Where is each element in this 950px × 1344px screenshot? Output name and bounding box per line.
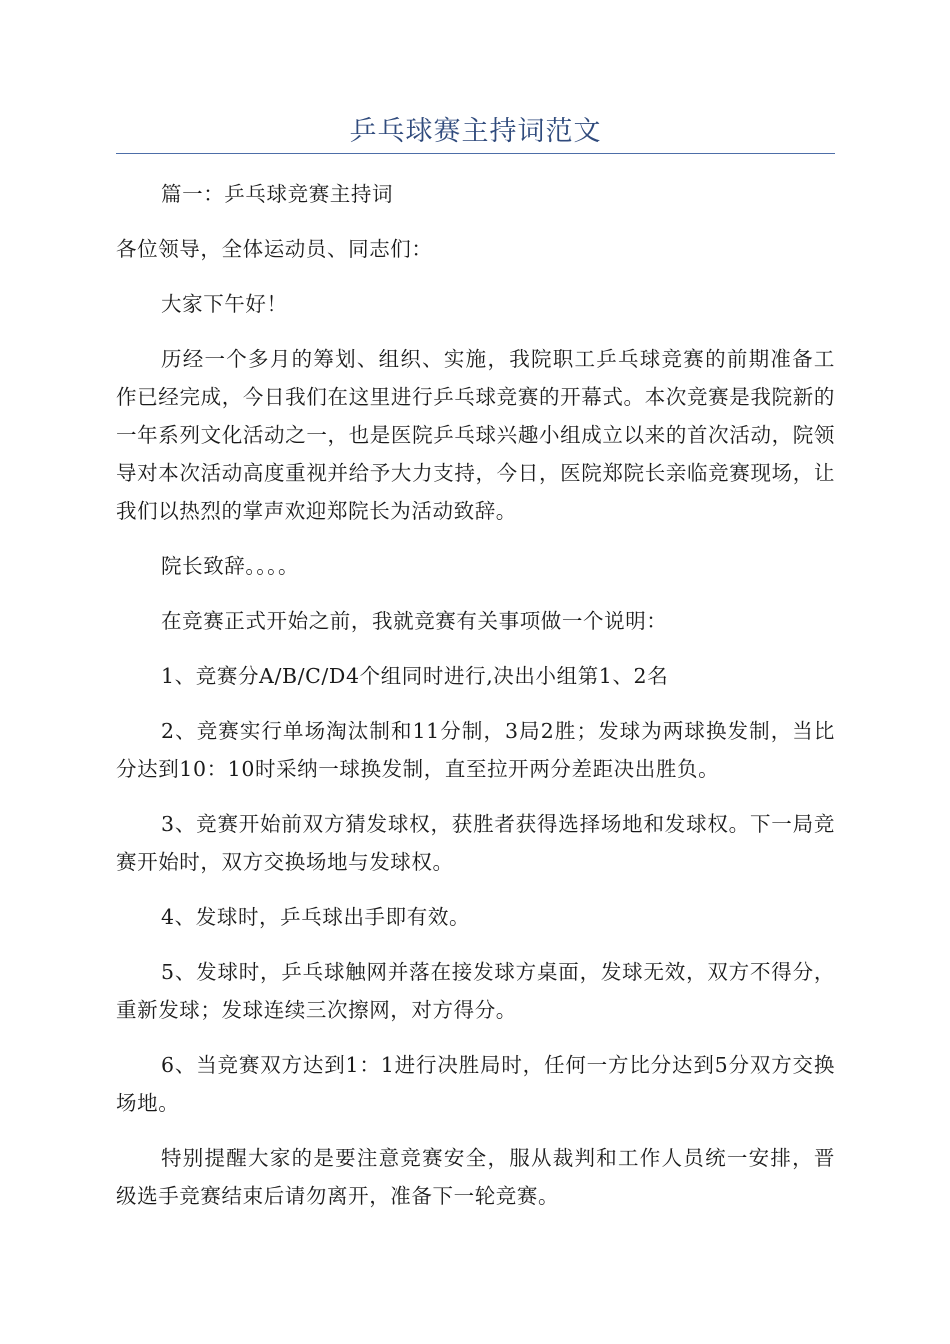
paragraph-rule-2: 2、竞赛实行单场淘汰制和11分制，3局2胜；发球为两球换发制，当比分达到10：10时采纳一球换发制，直至拉开两分差距决出胜负。 xyxy=(116,719,835,781)
paragraph-rule-6: 6、当竞赛双方达到1：1进行决胜局时，任何一方比分达到5分双方交换场地。 xyxy=(116,1053,835,1115)
paragraph-rules-intro: 在竞赛正式开始之前，我就竞赛有关事项做一个说明： xyxy=(161,609,668,633)
paragraph-section-heading: 篇一：乒乓球竞赛主持词 xyxy=(161,182,394,206)
paragraph-rule-1: 1、竞赛分A/B/C/D4个组同时进行,决出小组第1、2名 xyxy=(161,664,669,688)
paragraph-rule-5: 5、发球时，乒乓球触网并落在接发球方桌面，发球无效，双方不得分，重新发球；发球连续三次擦网，对方得分。 xyxy=(116,960,835,1022)
paragraph-rule-3: 3、竞赛开始前双方猜发球权，获胜者获得选择场地和发球权。下一局竞赛开始时，双方交换场地与发球权。 xyxy=(116,812,835,874)
document-title: 乒乓球赛主持词范文 xyxy=(349,116,602,147)
paragraph-rule-4: 4、发球时，乒乓球出手即有效。 xyxy=(161,905,471,929)
paragraph-greeting: 大家下午好！ xyxy=(161,292,288,316)
title-underline xyxy=(116,153,835,154)
paragraph-opening: 历经一个多月的筹划、组织、实施，我院职工乒乓球竞赛的前期准备工作已经完成，今日我们在这里进行乒乓球竞赛的开幕式。本次竞赛是我院新的一年系列文化活动之一，也是医院乒乓球兴趣小组成立以来的首次活动，院领导对本次活动高度重视并给予大力支持，今日，医院郑院长亲临竞赛现场，让我们以热烈的掌声欢迎郑院长为活动致辞。 xyxy=(116,347,835,523)
document-body xyxy=(116,175,835,1232)
paragraph-president-speech: 院长致辞。。。。 xyxy=(161,554,300,578)
paragraph-safety-reminder: 特别提醒大家的是要注意竞赛安全，服从裁判和工作人员统一安排，晋级选手竞赛结束后请勿离开，准备下一轮竞赛。 xyxy=(116,1146,835,1208)
paragraph-salutation: 各位领导，全体运动员、同志们： xyxy=(116,237,433,261)
